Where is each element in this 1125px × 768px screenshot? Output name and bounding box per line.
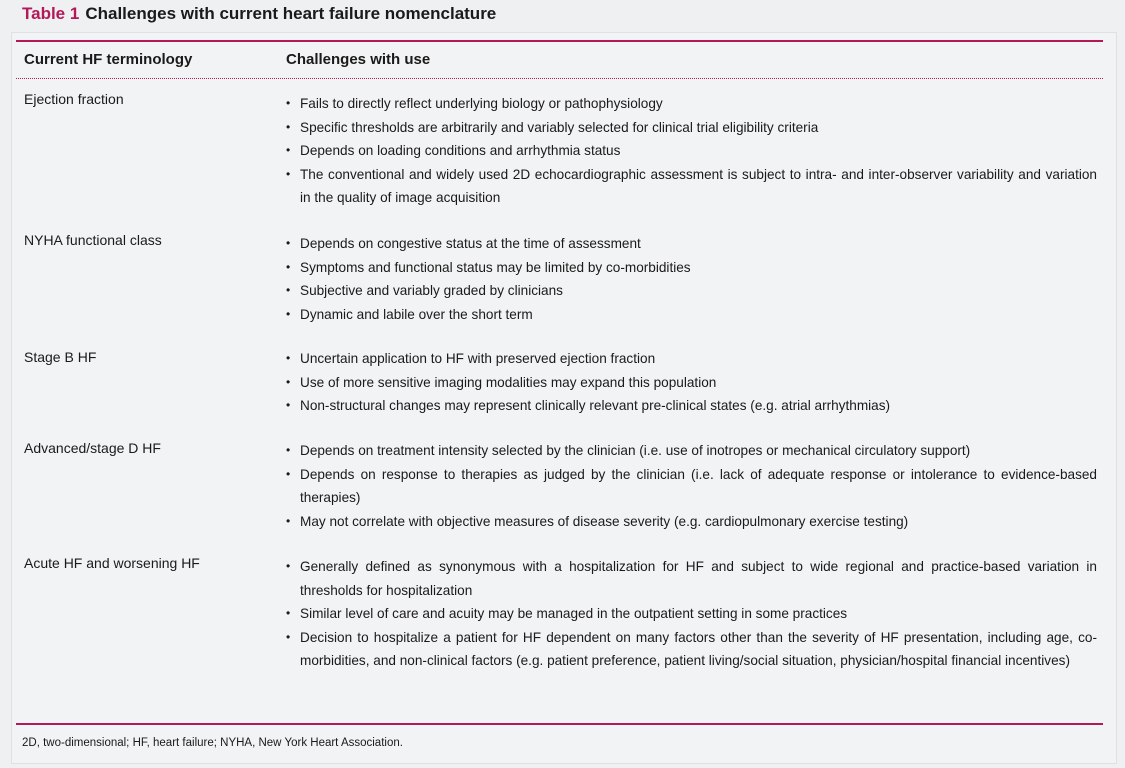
table-label: Table 1 [22,4,80,23]
list-item: • Specific thresholds are arbitrarily and variably selected for clinical trial eligibility criteria [286,116,1097,140]
column-header-challenges: Challenges with use [286,51,431,68]
list-item: • The conventional and widely used 2D echocardiographic assessment is subject to intra- and inter-observer variability and variation in the quality of image acquisition [286,163,1097,210]
header-divider [16,78,1103,79]
list-item: • Dynamic and labile over the short term [286,303,1097,327]
table-footnote: 2D, two-dimensional; HF, heart failure; NYHA, New York Heart Association. [22,737,403,749]
list-item: • Depends on loading conditions and arrhythmia status [286,139,1097,163]
bottom-rule [16,723,1103,725]
list-item: • Decision to hospitalize a patient for HF dependent on many factors other than the severity of HF presentation, including age, co-morbidities, and non-clinical factors (e.g. patient preference, patient living/social situation, physician/hospital financial incentives) [286,626,1097,673]
table-title [22,4,496,26]
list-item: • May not correlate with objective measures of disease severity (e.g. cardiopulmonary exercise testing) [286,510,1097,534]
list-item: • Non-structural changes may represent clinically relevant pre-clinical states (e.g. atrial arrhythmias) [286,394,1097,418]
list-item: • Generally defined as synonymous with a hospitalization for HF and subject to wide regional and practice-based variation in thresholds for hospitalization [286,555,1097,602]
challenge-list [286,347,1097,418]
row-term: NYHA functional class [24,232,162,248]
table-title-text: Challenges with current heart failure nomenclature [85,4,497,23]
list-item: • Depends on congestive status at the time of assessment [286,232,1097,256]
list-item: • Depends on treatment intensity selected by the clinician (i.e. use of inotropes or mechanical circulatory support) [286,439,1097,463]
list-item: • Similar level of care and acuity may be managed in the outpatient setting in some practices [286,602,1097,626]
list-item: • Subjective and variably graded by clinicians [286,279,1097,303]
row-term: Ejection fraction [24,91,124,107]
challenge-list [286,555,1097,673]
challenge-list [286,439,1097,533]
column-header-terminology: Current HF terminology [24,51,193,68]
list-item: • Use of more sensitive imaging modalities may expand this population [286,371,1097,395]
row-term: Acute HF and worsening HF [24,555,200,571]
list-item: • Depends on response to therapies as judged by the clinician (i.e. lack of adequate response or intolerance to evidence-based therapies) [286,463,1097,510]
list-item: • Uncertain application to HF with preserved ejection fraction [286,347,1097,371]
list-item: • Fails to directly reflect underlying biology or pathophysiology [286,92,1097,116]
challenge-list [286,92,1097,210]
row-term: Advanced/stage D HF [24,440,161,456]
row-term: Stage B HF [24,349,97,365]
top-rule [16,40,1103,42]
list-item: • Symptoms and functional status may be limited by co-morbidities [286,256,1097,280]
challenge-list [286,232,1097,326]
